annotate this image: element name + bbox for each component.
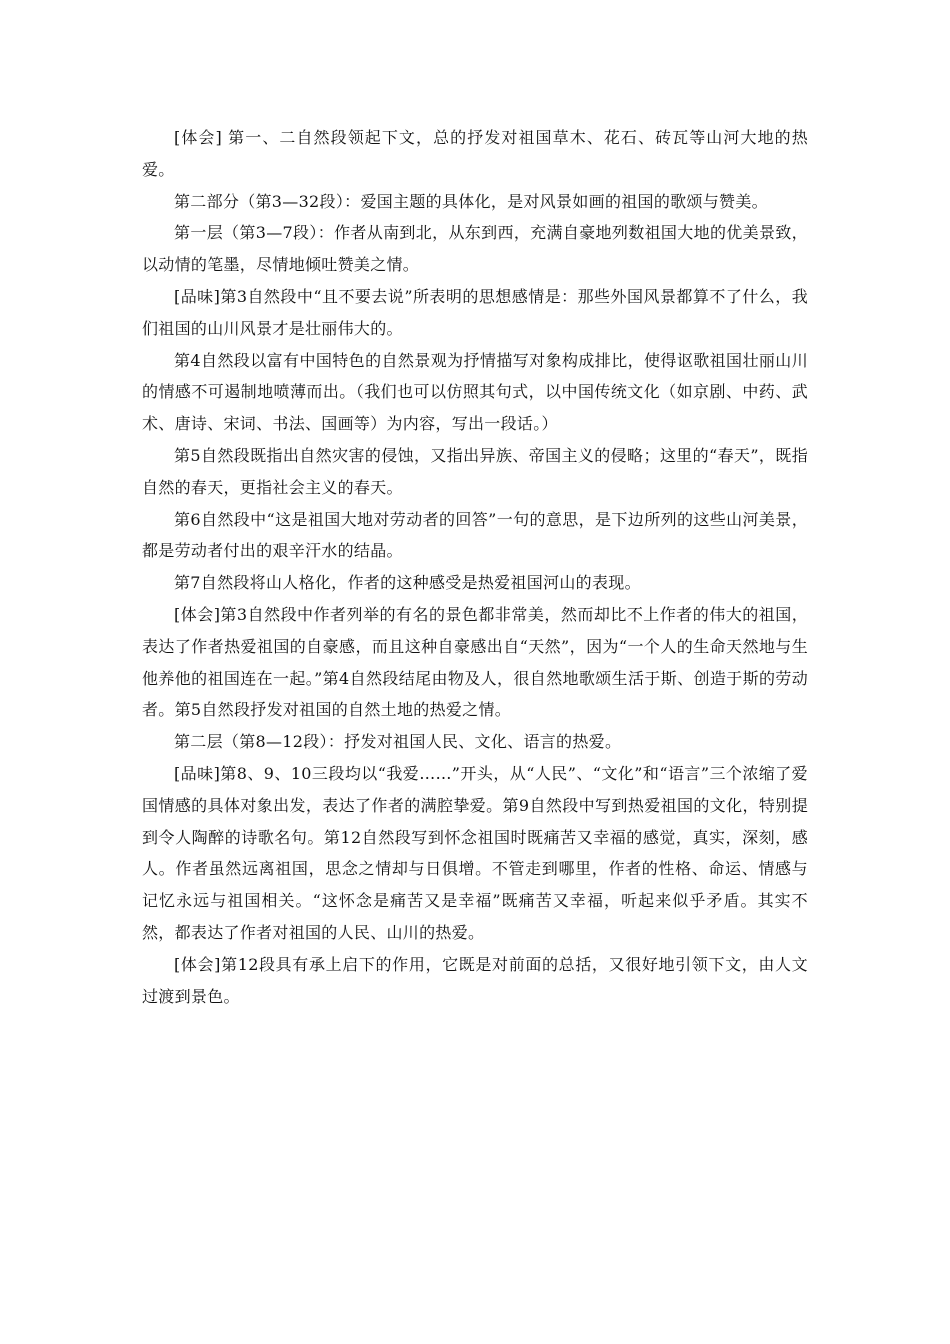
paragraph-2: 第二部分（第3—32段）：爱国主题的具体化，是对风景如画的祖国的歌颂与赞美。	[174, 191, 768, 211]
paragraph-8: 第7自然段将山人格化，作者的这种感受是热爱祖国河山的表现。	[174, 573, 641, 593]
paragraph-11: [品味]第8、9、10三段均以“我爱……”开头，从“人民”、“文化”和“语言”三个浓缩了爱国情感的具体对象出发，表达了作者的满腔挚爱。第9自然段中写到热爱祖国的文化，特别提到令人陶醉的诗歌名句。第12自然段写到怀念祖国时既痛苦又幸福的感觉，真实，深刻，感人。作者虽然远离祖国，思念之情却与日俱增。不管走到哪里，作者的性格、命运、情感与记忆永远与祖国相关。“这怀念是痛苦又是幸福”既痛苦又幸福，听起来似乎矛盾。其实不然，都表达了作者对祖国的人民、山川的热爱。	[142, 763, 808, 942]
paragraph-1: [体会] 第一、二自然段领起下文，总的抒发对祖国草木、花石、砖瓦等山河大地的热爱。	[142, 128, 808, 179]
document-body	[142, 122, 808, 1012]
paragraph-4: [品味]第3自然段中“且不要去说”所表明的思想感情是：那些外国风景都算不了什么，我们祖国的山川风景才是壮丽伟大的。	[142, 286, 808, 338]
paragraph-7: 第6自然段中“这是祖国大地对劳动者的回答”一句的意思，是下边所列的这些山河美景，都是劳动者付出的艰辛汗水的结晶。	[142, 509, 808, 561]
paragraph-10: 第二层（第8—12段）：抒发对祖国人民、文化、语言的热爱。	[174, 732, 622, 752]
paragraph-5: 第4自然段以富有中国特色的自然景观为抒情描写对象构成排比，使得讴歌祖国壮丽山川的情感不可遏制地喷薄而出。（我们也可以仿照其句式，以中国传统文化（如京剧、中药、武术、唐诗、宋词、书法、国画等）为内容，写出一段话。）	[142, 350, 808, 434]
paragraph-9: [体会]第3自然段中作者列举的有名的景色都非常美，然而却比不上作者的伟大的祖国，表达了作者热爱祖国的自豪感，而且这种自豪感出自“天然”，因为“一个人的生命天然地与生他养他的祖国连在一起。”第4自然段结尾由物及人，很自然地歌颂生活于斯、创造于斯的劳动者。第5自然段抒发对祖国的自然土地的热爱之情。	[142, 604, 808, 720]
paragraph-3: 第一层（第3—7段）：作者从南到北，从东到西，充满自豪地列数祖国大地的优美景致，以动情的笔墨，尽情地倾吐赞美之情。	[142, 223, 808, 275]
paragraph-12: [体会]第12段具有承上启下的作用，它既是对前面的总括，又很好地引领下文，由人文过渡到景色。	[142, 954, 808, 1006]
paragraph-6: 第5自然段既指出自然灾害的侵蚀，又指出异族、帝国主义的侵略；这里的“春天”，既指自然的春天，更指社会主义的春天。	[142, 445, 808, 497]
